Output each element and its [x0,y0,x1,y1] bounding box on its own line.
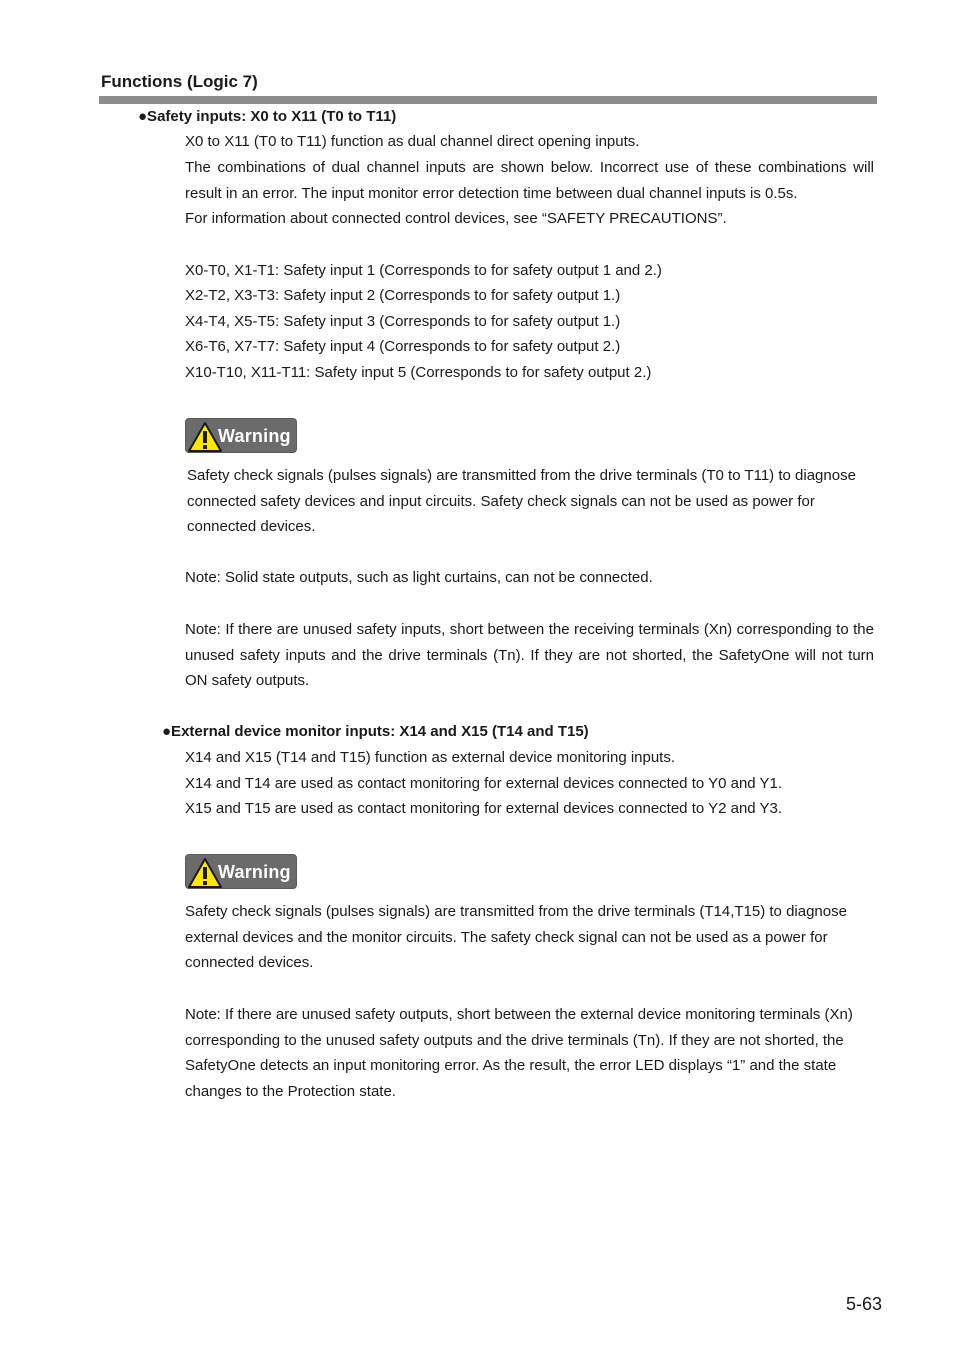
combo-line: X10-T10, X11-T11: Safety input 5 (Corresponds to for safety output 2.) [185,364,652,381]
warning-label: Warning [218,862,291,882]
section-safety-inputs-title: ●Safety inputs: X0 to X11 (T0 to T11) [138,108,397,125]
warning-text: Safety check signals (pulses signals) are transmitted from the drive terminals (T14,T15) to diagnose external devices and the monitor circuits. The safety check signal can not be used as a power for connected devices. [185,903,847,972]
section-external-monitor-title: ●External device monitor inputs: X14 and X15 (T14 and T15) [162,723,589,740]
note-unused-outputs: Note: If there are unused safety outputs, short between the external device monitoring terminals (Xn) corresponding to the unused safety outputs and the drive terminals (Tn). If they are not shorted, the SafetyOne detects an input monitoring error. As the result, the error LED displays “1” and the state changes to the Protection state. [185,1006,853,1100]
combo-line: X6-T6, X7-T7: Safety input 4 (Corresponds to for safety output 2.) [185,338,621,355]
intro-line: For information about connected control devices, see “SAFETY PRECAUTIONS”. [185,210,727,227]
warning-badge [185,854,297,889]
warning-badge [185,418,297,453]
combo-line: X2-T2, X3-T3: Safety input 2 (Corresponds to for safety output 1.) [185,287,621,304]
monitor-line: X14 and T14 are used as contact monitoring for external devices connected to Y0 and Y1. [185,775,783,792]
warning-label: Warning [218,426,291,446]
note-solid-state: Note: Solid state outputs, such as light curtains, can not be connected. [185,569,653,586]
warning-triangle-icon [188,422,222,452]
combo-line: X0-T0, X1-T1: Safety input 1 (Corresponds to for safety output 1 and 2.) [185,262,662,279]
page-heading: Functions (Logic 7) [101,72,258,91]
intro-paragraph: The combinations of dual channel inputs are shown below. Incorrect use of these combinations will result in an error. The input monitor error detection time between dual channel inputs is 0.5s. [185,159,874,202]
monitor-line: X14 and X15 (T14 and T15) function as external device monitoring inputs. [185,749,676,766]
combo-line: X4-T4, X5-T5: Safety input 3 (Corresponds to for safety output 1.) [185,313,621,330]
heading-rule [99,96,877,104]
note-unused-inputs: Note: If there are unused safety inputs, short between the receiving terminals (Xn) corresponding to the unused safety inputs and the drive terminals (Tn). If they are not shorted, the SafetyOne will not turn ON safety outputs. [185,621,874,690]
page-number: 5-63 [845,1294,882,1314]
monitor-line: X15 and T15 are used as contact monitoring for external devices connected to Y2 and Y3. [185,800,783,817]
warning-text: Safety check signals (pulses signals) are transmitted from the drive terminals (T0 to T11) to diagnose connected safety devices and input circuits. Safety check signals can not be used as power for connected devices. [187,467,856,536]
warning-triangle-icon [188,858,222,888]
intro-line: X0 to X11 (T0 to T11) function as dual channel direct opening inputs. [185,133,640,150]
